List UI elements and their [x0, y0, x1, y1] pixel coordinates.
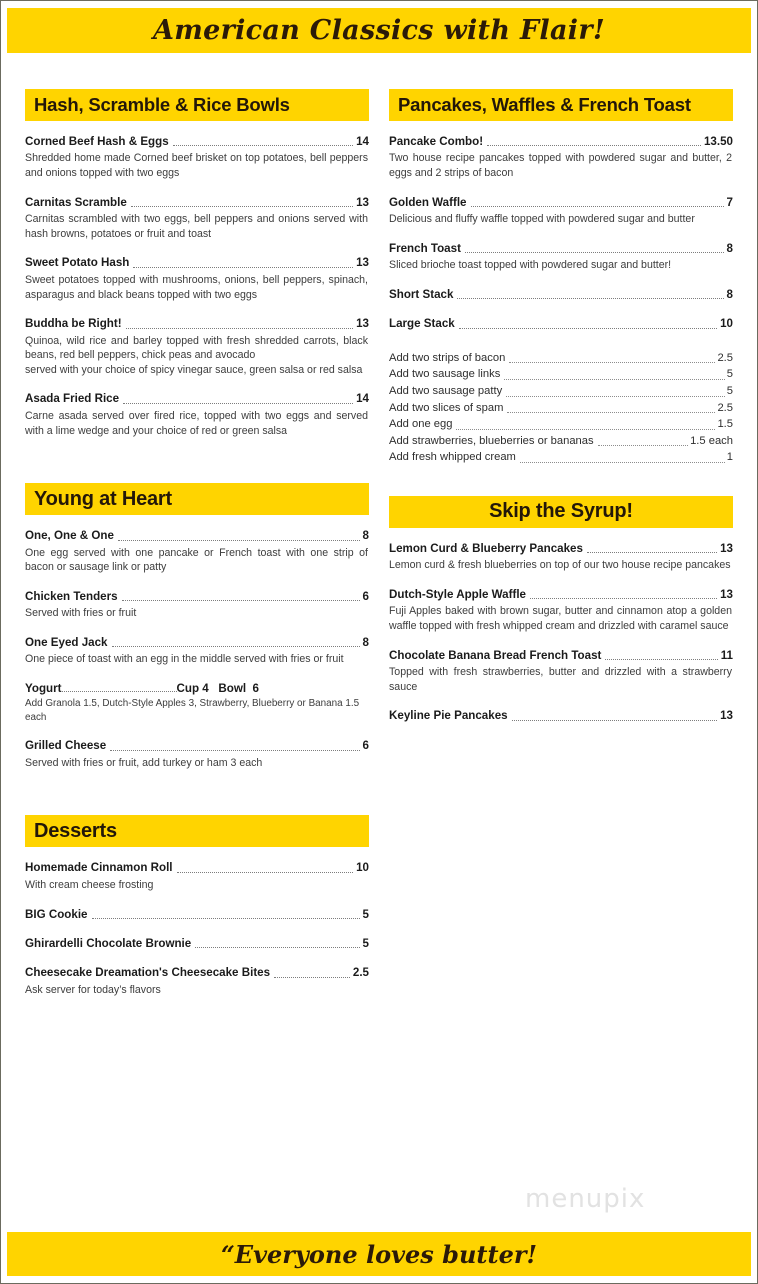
menu-item-description: Quinoa, wild rice and barley topped with fresh shredded carrots, black beans, red bell peppers, chick peas and avocado — [25, 334, 368, 362]
menu-item-line — [25, 529, 369, 543]
menu-item-price: 13 — [356, 317, 369, 331]
menu-item — [25, 256, 369, 302]
menu-item-price: 13 — [356, 256, 369, 270]
menu-item — [25, 739, 369, 770]
leader-dots — [506, 395, 725, 397]
menu-item-name: BIG Cookie — [25, 907, 88, 921]
leader-dots — [173, 144, 353, 146]
menu-item — [389, 649, 733, 695]
menu-item — [389, 542, 733, 573]
leader-dots — [530, 597, 717, 599]
menu-item-line — [389, 135, 733, 149]
menu-item-description: One piece of toast with an egg in the middle served with fries or fruit — [25, 653, 344, 666]
menu-item-line — [25, 196, 369, 210]
menu-item-name: Grilled Cheese — [25, 739, 107, 753]
menu-item-description: Carnitas scrambled with two eggs, bell peppers and onions served with hash browns, potatoes or fruit and toast — [25, 213, 368, 240]
menu-item-name: Keyline Pie Pancakes — [389, 709, 508, 723]
leader-dots — [456, 428, 715, 430]
menu-item-line — [25, 739, 369, 753]
addon-name: Add one egg — [389, 418, 453, 431]
menu-item-price: 8 — [726, 287, 733, 301]
addon-price: 2.5 — [717, 401, 733, 414]
menu-item-name: Large Stack — [389, 317, 455, 331]
menu-item-line — [25, 256, 369, 270]
menu-item-line — [25, 392, 369, 406]
menu-item — [25, 861, 369, 892]
menu-item-description: Served with fries or fruit — [25, 607, 137, 620]
menu-item-name: One, One & One — [25, 529, 114, 543]
menu-item — [389, 317, 733, 331]
leader-dots — [459, 327, 717, 329]
menu-item-price: 13 — [356, 195, 369, 209]
addon-price: 1.5 — [717, 418, 733, 431]
menu-item-description: Add Granola 1.5, Dutch-Style Apples 3, Strawberry, Blueberry or Banana 1.5 each — [25, 698, 360, 723]
menu-item-name: Homemade Cinnamon Roll — [25, 861, 173, 875]
menu-item-price: 13 — [720, 709, 733, 723]
section-spacer — [25, 1013, 369, 1043]
addon-name: Add strawberries, blueberries or bananas — [389, 434, 594, 447]
section-header-bar — [389, 89, 733, 121]
menu-item — [389, 288, 733, 302]
menu-item-price: 7 — [726, 195, 733, 209]
menu-item-name: Carnitas Scramble — [25, 195, 127, 209]
menu-item-description: Served with fries or fruit, add turkey or ham 3 each — [25, 756, 263, 769]
addon-row — [389, 350, 733, 367]
menu-item — [25, 590, 369, 621]
menu-item-price: 13 — [720, 541, 733, 555]
section-title: Skip the Syrup! — [489, 500, 633, 523]
menu-item-description: Fuji Apples baked with brown sugar, butter and cinnamon atop a golden waffle topped with fresh whipped cream and drizzled with caramel sauce — [389, 605, 732, 633]
right-column — [389, 89, 733, 769]
menu-item-description: Shredded home made Corned beef brisket on top potatoes, bell peppers and onions topped with two eggs — [25, 152, 368, 180]
addon-name: Add two strips of bacon — [389, 351, 506, 364]
leader-dots — [509, 361, 715, 363]
menu-item-name: Sweet Potato Hash — [25, 256, 130, 270]
top-banner-title: American Classics with Flair! — [152, 15, 606, 46]
leader-dots — [122, 599, 360, 601]
section-spacer — [389, 466, 733, 496]
addon-price: 1 — [726, 451, 733, 464]
menu-item-name: Chicken Tenders — [25, 589, 118, 603]
leader-dots — [62, 690, 177, 692]
menu-item-name: Dutch-Style Apple Waffle — [389, 588, 526, 601]
menu-item-name: Ghirardelli Chocolate Brownie — [25, 937, 192, 950]
menu-item-description: One egg served with one pancake or French toast with one strip of bacon or sausage link or patty — [25, 546, 368, 574]
menu-item-name: One Eyed Jack — [25, 635, 108, 649]
menu-item-description-extra: served with your choice of spicy vinegar sauce, green salsa or red salsa — [25, 363, 363, 376]
menu-item-line — [25, 682, 369, 695]
menu-item-description: Ask server for today’s flavors — [25, 983, 161, 996]
leader-dots — [118, 539, 360, 541]
menu-item — [25, 196, 369, 242]
menu-item-description: Delicious and fluffy waffle topped with powdered sugar and butter — [389, 213, 695, 226]
menu-item-line — [389, 196, 733, 210]
menu-item — [25, 966, 369, 997]
menu-item-description: Sliced brioche toast topped with powdered sugar and butter! — [389, 259, 672, 272]
leader-dots — [110, 749, 359, 751]
menu-item-line — [25, 908, 369, 922]
menu-item — [25, 908, 369, 922]
section-title: Hash, Scramble & Rice Bowls — [34, 94, 290, 115]
addon-price: 5 — [726, 385, 733, 398]
menu-item-line — [389, 242, 733, 256]
addon-row — [389, 433, 733, 450]
menu-item-description: Carne asada served over fired rice, topped with two eggs and served with a lime wedge and your choice of red or green salsa — [25, 409, 368, 437]
menu-item-price: 2.5 — [352, 966, 369, 980]
leader-dots — [605, 658, 717, 660]
menu-item-price: 14 — [356, 135, 369, 148]
menu-item-line — [389, 588, 733, 602]
menu-item-line — [25, 135, 369, 149]
menu-item-name: Corned Beef Hash & Eggs — [25, 135, 169, 148]
menu-item-description: Two house recipe pancakes topped with powdered sugar and butter, 2 eggs and 2 strips of bacon — [389, 152, 732, 180]
menu-item — [25, 529, 369, 575]
addon-row — [389, 383, 733, 400]
menu-item-price: 8 — [726, 241, 733, 255]
menu-item-name: Short Stack — [389, 287, 454, 301]
addon-name: Add fresh whipped cream — [389, 451, 516, 464]
leader-dots — [92, 917, 360, 919]
leader-dots — [133, 266, 353, 268]
menu-item-line — [25, 317, 369, 331]
leader-dots — [471, 205, 724, 207]
menu-item-name: Yogurt — [25, 682, 62, 696]
menu-item-description: Sweet potatoes topped with mushrooms, onions, bell peppers, spinach, asparagus and black beans topped with two eggs — [25, 273, 368, 301]
addon-row — [389, 400, 733, 417]
menu-item-line — [25, 636, 369, 650]
menu-item-price: 5 — [362, 907, 369, 921]
menu-item-name: French Toast — [389, 241, 461, 255]
menu-item-name: Lemon Curd & Blueberry Pancakes — [389, 541, 583, 555]
menu-item-line — [389, 542, 733, 556]
menu-item-line — [25, 861, 369, 875]
bottom-banner-title: “Everyone loves butter! — [220, 1239, 538, 1269]
menu-item-line — [25, 966, 369, 980]
leader-dots — [123, 402, 353, 404]
menu-item-description: Lemon curd & fresh blueberries on top of our two house recipe pancakes — [389, 559, 731, 572]
section-header-bar — [389, 496, 733, 528]
addon-price: 1.5 each — [690, 434, 733, 447]
leader-dots — [487, 144, 701, 146]
menu-item — [389, 196, 733, 227]
addon-name: Add two sausage patty — [389, 385, 503, 398]
menu-item-price: 10 — [356, 861, 369, 875]
menu-item — [25, 317, 369, 377]
menu-item-price: 5 — [362, 937, 369, 950]
leader-dots — [465, 251, 724, 253]
addon-name: Add two sausage links — [389, 368, 501, 381]
menu-item-price: 14 — [356, 392, 369, 406]
menu-item-line — [389, 317, 733, 331]
addon-price: 5 — [726, 368, 733, 381]
menu-item-description: With cream cheese frosting — [25, 878, 154, 891]
menu-item-line — [25, 937, 369, 951]
leader-dots — [520, 461, 725, 463]
menu-item-description: Topped with fresh strawberries, butter and drizzled with a strawberry sauce — [389, 666, 732, 693]
leader-dots — [177, 871, 354, 873]
menu-item-price: Cup 4 Bowl 6 — [176, 682, 259, 696]
menu-item-name: Asada Fried Rice — [25, 392, 120, 406]
section-header-bar — [25, 483, 369, 515]
leader-dots — [131, 205, 353, 207]
addon-row — [389, 416, 733, 433]
menu-item-price: 13 — [720, 588, 733, 601]
menu-item-name: Cheesecake Dreamation's Cheesecake Bites — [25, 966, 271, 980]
addon-price: 2.5 — [717, 351, 733, 364]
menu-item-price: 11 — [720, 648, 733, 662]
leader-dots — [587, 551, 717, 553]
menu-item-price: 6 — [362, 739, 369, 753]
menu-item-line — [389, 288, 733, 302]
menu-item-line — [25, 590, 369, 604]
section-spacer — [389, 739, 733, 769]
section-title: Pancakes, Waffles & French Toast — [398, 94, 691, 115]
addons-list — [389, 350, 733, 466]
section-title: Young at Heart — [34, 487, 172, 510]
section-spacer — [25, 453, 369, 483]
menu-item-line — [389, 649, 733, 663]
menu-item-price: 8 — [362, 529, 369, 543]
menu-item — [389, 588, 733, 634]
menu-item — [25, 682, 369, 724]
left-column — [25, 89, 369, 1043]
menu-item-name: Golden Waffle — [389, 195, 467, 209]
menu-item — [25, 135, 369, 181]
leader-dots — [112, 645, 360, 647]
menu-item-name: Pancake Combo! — [389, 135, 484, 148]
leader-dots — [457, 297, 723, 299]
leader-dots — [598, 444, 688, 446]
addon-name: Add two slices of spam — [389, 401, 504, 414]
menu-item — [25, 636, 369, 667]
addon-row — [389, 449, 733, 466]
menu-item — [25, 937, 369, 951]
section-spacer — [25, 785, 369, 815]
menu-item — [389, 709, 733, 723]
menu-item-price: 13.50 — [703, 135, 733, 148]
menu-item — [25, 392, 369, 438]
menu-item-price: 6 — [362, 589, 369, 603]
addon-row — [389, 366, 733, 383]
leader-dots — [274, 976, 350, 978]
section-header-bar — [25, 815, 369, 847]
menu-item-name: Chocolate Banana Bread French Toast — [389, 648, 602, 662]
menu-item — [389, 242, 733, 273]
top-banner — [7, 8, 751, 53]
menu-item-line — [389, 709, 733, 723]
leader-dots — [195, 946, 359, 948]
menupix-watermark: menupix — [525, 1184, 646, 1214]
leader-dots — [126, 327, 353, 329]
menu-item-price: 8 — [362, 635, 369, 649]
leader-dots — [504, 378, 724, 380]
leader-dots — [512, 719, 718, 721]
menu-item — [389, 135, 733, 181]
bottom-banner — [7, 1232, 751, 1276]
menu-item-name: Buddha be Right! — [25, 317, 122, 331]
leader-dots — [507, 411, 715, 413]
section-header-bar — [25, 89, 369, 121]
menu-item-price: 10 — [720, 317, 733, 331]
section-title: Desserts — [34, 819, 117, 842]
